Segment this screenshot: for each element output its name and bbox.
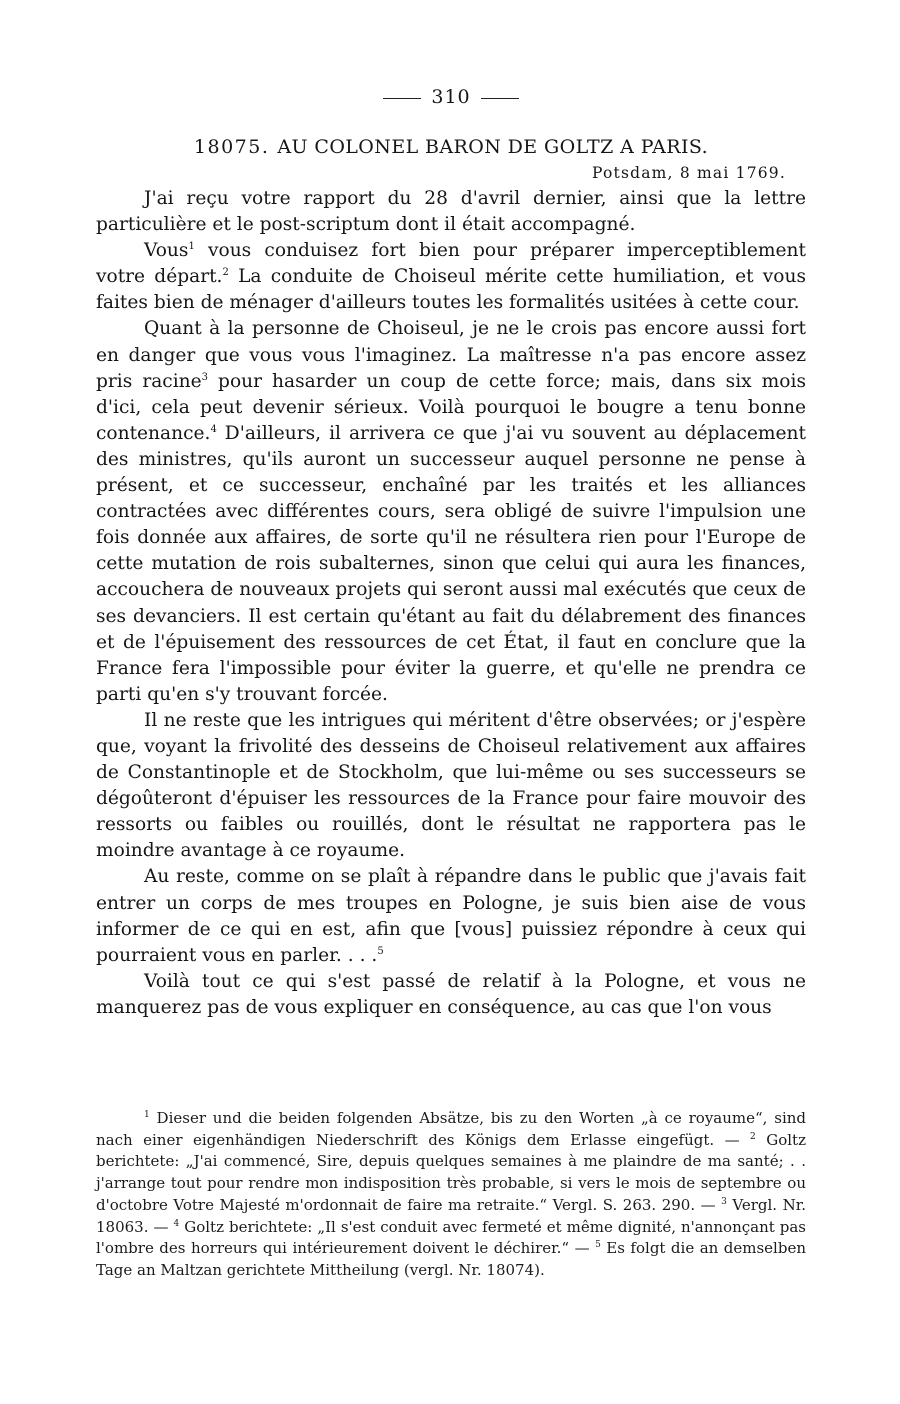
right-dash — [481, 98, 519, 99]
footnotes: $^1$ Dieser und die beiden folgenden Absätze, bis zu den Worten „à ce royaume“, sind nach einer eigenhändigen Niederschrift des Königs dem Erlasse eingefügt. — $^2$ Goltz berichtete: „J'ai commencé, Sire, depuis quelques semaines à me plaindre de ma santé; . . j'arrange tout pour rendre mon indisposition très probable, si vers le mois de septembre ou d'octobre Votre Majesté m'ordonnait de faire ma retraite.“ Vergl. S. 263. 290. — $^3$ Vergl. Nr. 18063. — $^4$ Goltz berichtete: „Il s'est conduit avec fermeté et même dignité, n'annonçant pas l'ombre des horreurs qui intérieurement doivent le déchirer.“ — $^5$ Es folgt die an demselben Tage an Maltzan gerichtete Mittheilung (vergl. Nr. 18074). — [96, 1109, 806, 1279]
footnote-marker: 4 — [173, 1218, 180, 1229]
letter-number: 18075. — [193, 136, 270, 158]
footnote-ref: 2 — [222, 267, 229, 279]
paragraph-6: Voilà tout ce qui s'est passé de relatif à la Pologne, et vous ne manquerez pas de vous expliquer en conséquence, au cas que l'on vous — [96, 970, 806, 1018]
paragraph-4: Il ne reste que les intrigues qui méritent d'être observées; or j'espère que, voyant la frivolité des desseins de Choiseul relativement aux affaires de Constantinople et de Stockholm, que lui-même ou ses successeurs se dégoûteront d'épuiser les ressources de la France pour faire mouvoir des ressorts ou faibles ou rouillés, dont le résultat ne rapportera pas le moindre avantage à ce royaume. — [96, 709, 806, 862]
footnote-marker: 5 — [595, 1240, 601, 1251]
page-number: 310 — [431, 86, 471, 108]
paragraph-5: Au reste, comme on se plaît à répandre dans le public que j'avais fait entrer un corps de mes troupes en Pologne, je suis bien aise de vous informer de ce qui en est, afin que [vous] puissiez répondre à ceux qui pourraient vous en parler. . . .$^5$ — [96, 866, 806, 966]
footnote-marker: 2 — [750, 1131, 756, 1142]
footnote-ref: 4 — [210, 423, 217, 435]
letter-title: AU COLONEL BARON DE GOLTZ A PARIS. — [277, 136, 709, 158]
footnote-ref: 3 — [201, 371, 209, 383]
paragraph-2: Vous$^1$ vous conduisez fort bien pour préparer imperceptiblement votre départ.$^2$ La conduite de Choiseul mérite cette humiliation, et vous faites bien de ménager d'ailleurs toutes les formalités usitées à cette cour. — [96, 240, 806, 314]
dateline: Potsdam, 8 mai 1769. — [591, 164, 786, 182]
left-dash — [383, 98, 421, 99]
paragraph-1: J'ai reçu votre rapport du 28 d'avril dernier, ainsi que la lettre particulière et le post-scriptum dont il était accompagné. — [96, 188, 806, 236]
letter-heading — [96, 136, 806, 158]
page-number-line — [96, 86, 806, 108]
footnote-ref: 5 — [377, 945, 384, 957]
footnote-marker: 1 — [144, 1110, 150, 1120]
page-body — [96, 86, 806, 1021]
footnote-marker: 3 — [721, 1196, 727, 1207]
footnote-ref: 1 — [188, 241, 195, 253]
paragraph-3: Quant à la personne de Choiseul, je ne le crois pas encore aussi fort en danger que vous vous l'imaginez. La maîtresse n'a pas encore assez pris racine$^3$ pour hasarder un coup de cette force; mais, dans six mois d'ici, cela peut devenir sérieux. Voilà pourquoi le bougre a tenu bonne contenance.$^4$ D'ailleurs, il arrivera ce que j'ai vu souvent au déplacement des ministres, qu'ils auront un successeur auquel personne ne pense à présent, et ce successeur, enchaîné par les traités et les alliances contractées avec différentes cours, sera obligé de suivre l'impulsion une fois donnée aux affaires, de sorte qu'il ne résultera rien pour l'Europe de cette mutation de rois subalternes, sinon que celui qui aura les finances, accouchera de nouveaux projets qui seront aussi mal exécutés que ceux de ses devanciers. Il est certain qu'étant au fait du délabrement des finances et de l'épuisement des ressources de cet État, il faut en conclure que la France fera l'impossible pour éviter la guerre, et qu'elle ne prendra ce parti qu'en s'y trouvant forcée. — [96, 318, 806, 705]
